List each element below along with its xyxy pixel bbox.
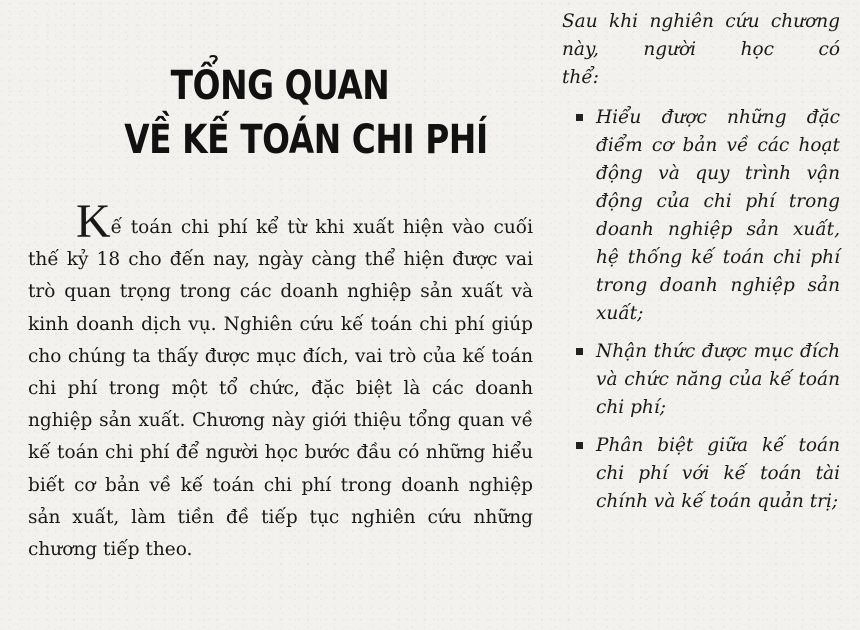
intro-paragraph-text: ế toán chi phí kể từ khi xuất hiện vào cuối thế kỷ 18 cho đến nay, ngày càng thể hiện được vai trò quan trọng trong các doanh nghiệp sản xuất và kinh doanh dịch vụ. Nghiên cứu kế toán chi phí giúp cho chúng ta thấy được mục đích, vai trò của kế toán chi phí trong một tổ chức, đặc biệt là các doanh nghiệp sản xuất. Chương này giới thiệu tổng quan về kế toán chi phí để người học bước đầu có những hiểu biết cơ bản về kế toán chi phí trong doanh nghiệp sản xuất, làm tiền đề tiếp tục nghiên cứu những chương tiếp theo.: [28, 217, 533, 561]
chapter-title-line-1: TỔNG QUAN: [170, 62, 390, 109]
objective-item: [562, 432, 840, 516]
objectives-intro-end: thể:: [562, 67, 599, 88]
objective-item: [562, 338, 840, 422]
learning-objectives-sidebar: [562, 8, 840, 526]
square-bullet-icon: [576, 348, 583, 355]
objectives-intro: [562, 8, 840, 92]
objective-text: Phân biệt giữa kế toán chi phí với kế toán tài chính và kế toán quản trị;: [596, 435, 840, 512]
chapter-title: [124, 59, 488, 167]
objective-text: Nhận thức được mục đích và chức năng của kế toán chi phí;: [596, 341, 840, 418]
chapter-intro-paragraph: [28, 195, 533, 566]
objectives-list: [562, 104, 840, 516]
chapter-title-line-2: VỀ KẾ TOÁN CHI PHÍ: [124, 116, 488, 163]
square-bullet-icon: [576, 442, 583, 449]
objectives-intro-text: Sau khi nghiên cứu chương này, người học có: [562, 11, 840, 60]
objective-text: Hiểu được những đặc điểm cơ bản về các hoạt động và quy trình vận động của chi phí trong doanh nghiệp sản xuất, hệ thống kế toán chi phí trong doanh nghiệp sản xuất;: [596, 107, 840, 324]
square-bullet-icon: [576, 114, 583, 121]
objective-item: [562, 104, 840, 328]
drop-cap-letter: K: [76, 195, 111, 248]
